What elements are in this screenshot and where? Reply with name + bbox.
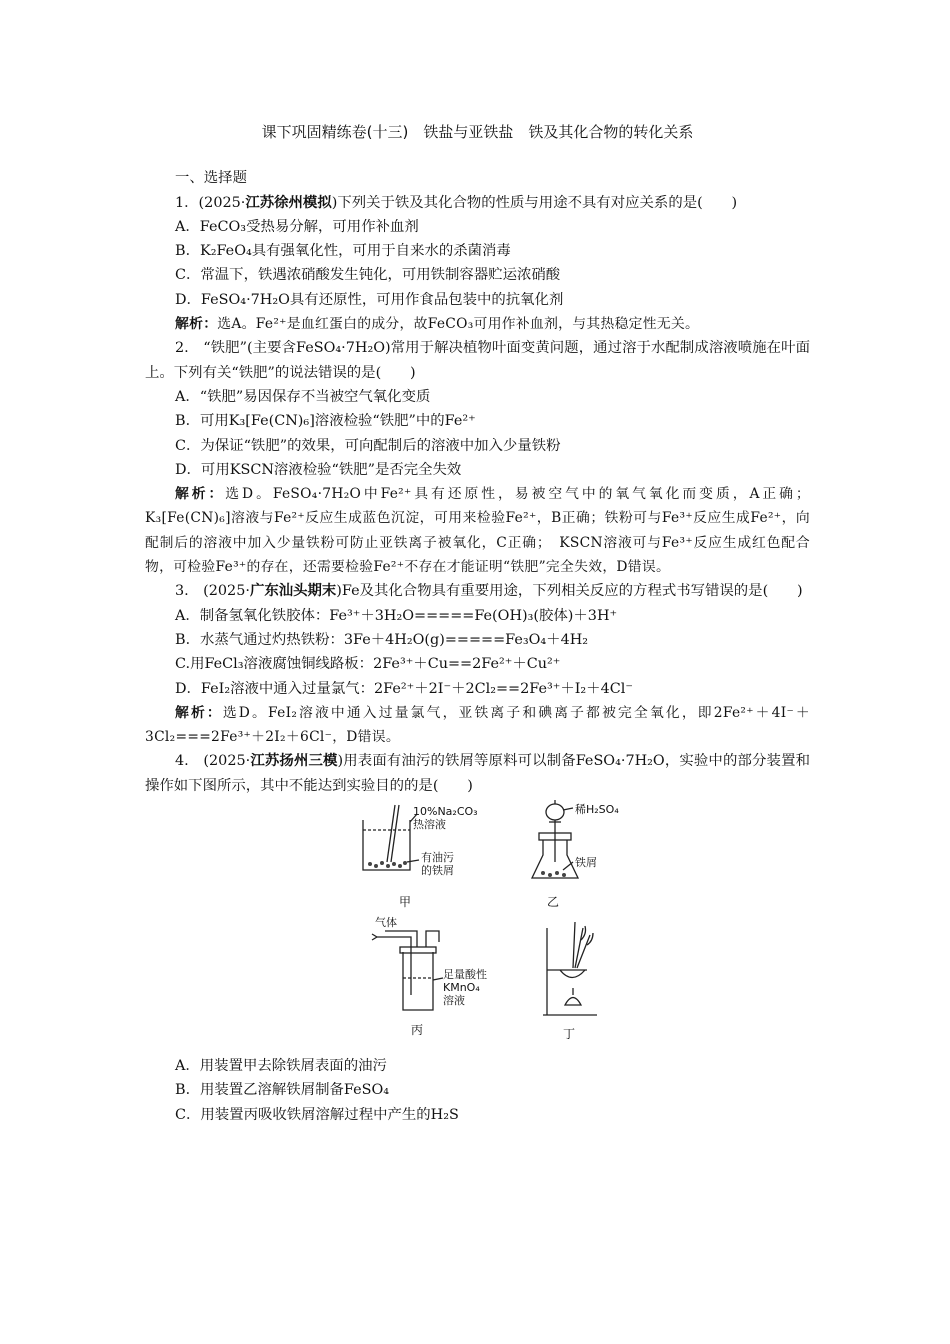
bottle-reagent-label: 足量酸性 KMnO₄ 溶液	[443, 968, 487, 1008]
question-2-stem: 2. “铁肥”(主要含FeSO₄·7H₂O)常用于解决植物叶面变黄问题，通过溶于水配制成溶液喷施在叶面上。下列有关“铁肥”的说法错误的是( )	[145, 340, 810, 381]
flask-acid-label: 稀H₂SO₄	[575, 803, 619, 817]
question-1-option-b: B．K₂FeO₄具有强氧化性，可用于自来水的杀菌消毒	[175, 243, 511, 260]
apparatus-drawing	[145, 800, 810, 1048]
apparatus-figure	[145, 800, 810, 1048]
question-4-stem: 4. (2025·江苏扬州三模)用表面有油污的铁屑等原料可以制备FeSO₄·7H₂O，实验中的部分装置和操作如下图所示，其中不能达到实验目的的是( )	[145, 753, 810, 794]
question-4-option-a: A．用装置甲去除铁屑表面的油污	[175, 1058, 387, 1075]
question-1-answer: 解析：选A。Fe²⁺是血红蛋白的成分，故FeCO₃可用作补血剂，与其热稳定性无关。	[175, 316, 700, 333]
question-2-option-b: B．可用K₃[Fe(CN)₆]溶液检验“铁肥”中的Fe²⁺	[175, 413, 476, 430]
flask-sample-label: 铁屑	[575, 856, 597, 870]
question-2-option-d: D．可用KSCN溶液检验“铁肥”是否完全失效	[175, 461, 462, 478]
question-3-answer: 解析：选D。FeI₂溶液中通入过量氯气，亚铁离子和碘离子都被完全氧化，即2Fe²⁺＋4I⁻＋3Cl₂===2Fe³⁺＋2I₂＋6Cl⁻，D错误。	[145, 704, 810, 746]
question-2-answer: 解析：选D。FeSO₄·7H₂O中Fe²⁺具有还原性，易被空气中的氧气氧化而变质，A正确；K₃[Fe(CN)₆]溶液与Fe²⁺反应生成蓝色沉淀，可用来检验Fe²⁺，B正确；铁粉可与Fe³⁺反应生成Fe²⁺，向配制后的溶液中加入少量铁粉可防止亚铁离子被氧化，C正确； KSCN溶液可与Fe³⁺反应生成红色配合物，可检验Fe³⁺的存在，还需要检验Fe²⁺不存在才能证明“铁肥”完全失效，D错误。	[145, 486, 811, 576]
question-1-option-c: C．常温下，铁遇浓硝酸发生钝化，可用铁制容器贮运浓硝酸	[175, 267, 561, 284]
gas-inlet-label: 气体	[375, 916, 397, 930]
apparatus-jia-label: 甲	[399, 895, 412, 910]
question-2-option-a: A．“铁肥”易因保存不当被空气氧化变质	[175, 388, 431, 405]
page-title: 课下巩固精练卷(十三) 铁盐与亚铁盐 铁及其化合物的转化关系	[261, 123, 694, 141]
beaker-reagent-label: 10%Na₂CO₃ 热溶液	[413, 805, 478, 832]
apparatus-bing-label: 丙	[411, 1023, 424, 1038]
apparatus-yi-label: 乙	[547, 895, 560, 910]
evaporation-apparatus	[543, 922, 597, 1015]
section-heading: 一、选择题	[175, 170, 247, 187]
question-1-option-a: A．FeCO₃受热易分解，可用作补血剂	[175, 218, 419, 235]
question-4-option-c: C．用装置丙吸收铁屑溶解过程中产生的H₂S	[175, 1106, 459, 1123]
question-3-option-a: A．制备氢氧化铁胶体：Fe³⁺＋3H₂O=====Fe(OH)₃(胶体)＋3H⁺	[175, 607, 618, 624]
apparatus-ding-label: 丁	[563, 1027, 576, 1042]
question-3-option-b: B．水蒸气通过灼热铁粉：3Fe＋4H₂O(g)=====Fe₃O₄＋4H₂	[175, 631, 589, 648]
question-2-option-c: C．为保证“铁肥”的效果，可向配制后的溶液中加入少量铁粉	[175, 437, 561, 454]
question-1-option-d: D．FeSO₄·7H₂O具有还原性，可用作食品包装中的抗氧化剂	[175, 291, 564, 308]
beaker-apparatus	[363, 805, 419, 870]
question-3-option-c: C.用FeCl₃溶液腐蚀铜线路板：2Fe³⁺＋Cu==2Fe²⁺＋Cu²⁺	[175, 656, 561, 673]
question-1-stem: 1．(2025·江苏徐州模拟)下列关于铁及其化合物的性质与用途不具有对应关系的是( )	[175, 194, 738, 211]
question-4-option-b: B．用装置乙溶解铁屑制备FeSO₄	[175, 1082, 390, 1099]
question-3-stem: 3. (2025·广东汕头期末)Fe及其化合物具有重要用途，下列相关反应的方程式书写错误的是( )	[175, 583, 803, 600]
beaker-sample-label: 有油污 的铁屑	[421, 851, 454, 878]
flask-apparatus	[532, 800, 578, 878]
document-page	[145, 120, 810, 1127]
question-3-option-d: D．FeI₂溶液中通入过量氯气：2Fe²⁺＋2I⁻＋2Cl₂==2Fe³⁺＋I₂＋4Cl⁻	[175, 680, 633, 697]
wash-bottle-apparatus	[372, 931, 443, 1010]
